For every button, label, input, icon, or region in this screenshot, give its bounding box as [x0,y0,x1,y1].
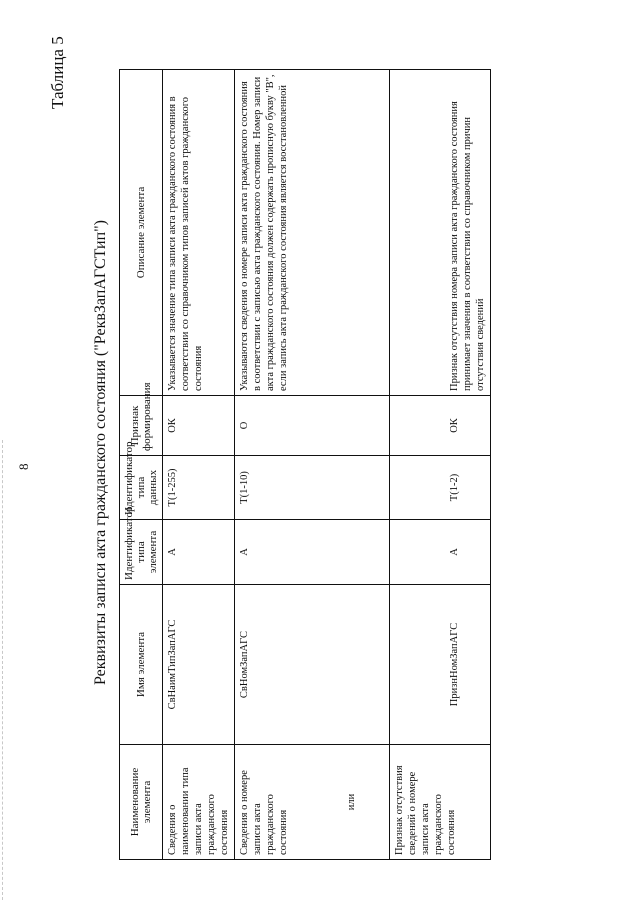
cell-description: Указываются сведения о номере записи акта гражданского состояния в соответствии с записью акта гражданского состояния. Номер записи акта гражданского состояния должен содержать прописную букву "В", если запись акта гражданского состояния является восстановленной [235,70,390,396]
cell-formation-flag: ОК [163,396,235,456]
header-data-type: Идентификатор типа данных [120,456,163,520]
row-name-text: Сведения о номере записи акта гражданского состояния [239,770,289,855]
cell-description: Указывается значение типа записи акта гражданского состояния в соответствии со справочником типов записей актов гражданского состояния [163,70,235,396]
header-element-id: Имя элемента [120,585,163,745]
cell-element-type [390,520,491,585]
table-row [390,70,491,860]
table-label: Таблица 5 [48,36,67,109]
cell-formation-flag [390,396,491,456]
table-row [163,70,235,860]
cell-data-type: Т(1-10) [235,456,390,520]
cell-element-type: А [163,520,235,585]
cell-formation-flag: О [235,396,390,456]
cell-description [390,70,491,396]
row-id-text: ПризнНомЗапАГС [449,622,460,707]
table-title: Реквизиты записи акта гражданского состояния ("РеквЗапАГСТип") [92,220,109,685]
row-data-type-text: Т(1-2) [449,473,460,502]
header-element-type: Идентификатор типа элемента [120,520,163,585]
cell-element-name: Признак отсутствия сведений о номере записи акта гражданского состояния [390,745,491,860]
row-desc-text: Признак отсутствия номера записи акта гражданского состояния принимает значения в соответствии со справочником причин отсутствия сведений [449,101,486,391]
cell-element-name: Сведения о наименовании типа записи акта гражданского состояния [163,745,235,860]
row-flag-text: ОК [449,418,460,433]
cell-element-type: А [235,520,390,585]
page-number: 8 [16,463,31,470]
header-description: Описание элемента [120,70,163,396]
row-type-text: А [449,548,460,556]
requisites-table [119,69,491,860]
cell-element-id [390,585,491,745]
alternative-word: или [346,793,357,811]
header-formation-flag: Признак формирования [120,396,163,456]
header-element-name: Наименование элемента [120,745,163,860]
cell-element-name [235,745,390,860]
table-row [235,70,390,860]
cell-element-id: СвНомЗапАГС [235,585,390,745]
table-header-row [120,70,163,860]
cell-data-type: Т(1-255) [163,456,235,520]
cell-element-id: СвНаимТипЗапАГС [163,585,235,745]
cell-data-type [390,456,491,520]
